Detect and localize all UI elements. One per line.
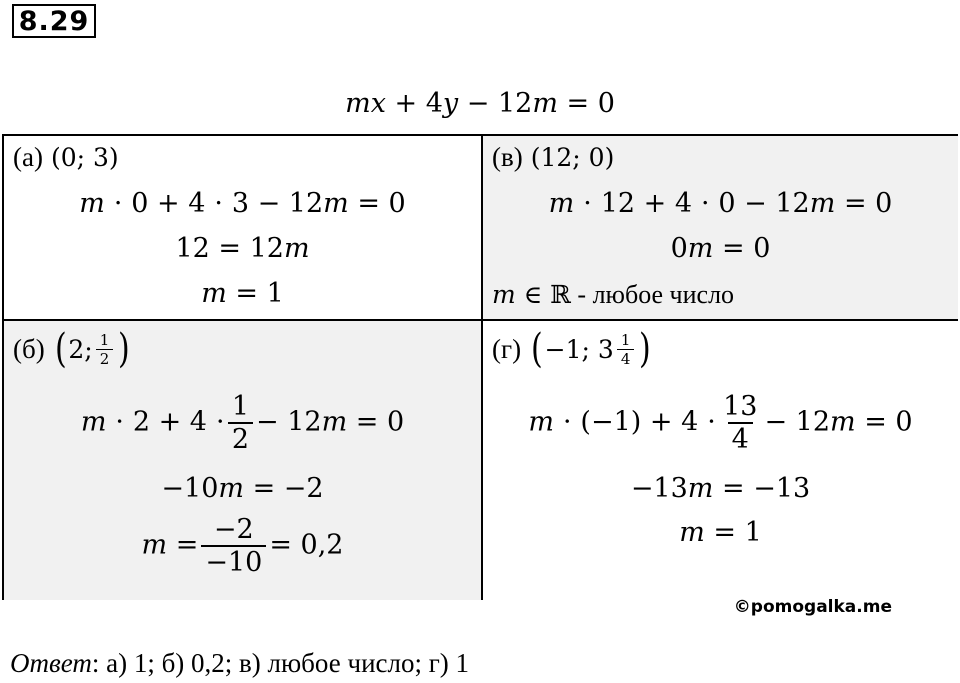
cell-b-fraction-2: $\frac{-2}{-10}$ bbox=[201, 514, 266, 578]
answer-line bbox=[10, 648, 469, 679]
problem-number: 8.29 bbox=[12, 4, 96, 38]
solution-grid bbox=[2, 134, 958, 600]
cell-a bbox=[4, 136, 481, 319]
cell-b-line-2: −10m = −2 bbox=[161, 473, 324, 504]
cell-v-line-2: 0m = 0 bbox=[670, 233, 771, 264]
cell-a-point: (0; 3) bbox=[50, 143, 119, 172]
cell-g-header: (г) ( −1; 3 $\frac{1}{4}$ ) bbox=[492, 326, 652, 372]
cell-g-fraction-1: $\frac{13}{4}$ bbox=[723, 391, 758, 455]
cell-g-label: (г) bbox=[492, 333, 522, 364]
cell-b-point-fraction: $\frac{1}{2}$ bbox=[96, 331, 114, 368]
cell-v-line-3: m ∈ ℝ - любое число bbox=[492, 280, 735, 309]
cell-g-point-fraction: $\frac{1}{4}$ bbox=[617, 331, 635, 368]
answer-label: Ответ bbox=[10, 648, 92, 678]
cell-a-line-1: m ⋅ 0 + 4 ⋅ 3 − 12m = 0 bbox=[79, 188, 406, 219]
cell-b-header: (б) ( 2; $\frac{1}{2}$ ) bbox=[13, 326, 130, 372]
cell-a-line-3: m = 1 bbox=[201, 278, 284, 309]
cell-a-header bbox=[13, 142, 119, 173]
cell-g bbox=[481, 319, 958, 600]
cell-b-fraction-1: $\frac{1}{2}$ bbox=[228, 391, 253, 455]
answer-text: : а) 1; б) 0,2; в) любое число; г) 1 bbox=[91, 648, 470, 678]
watermark: ©pomogalka.me bbox=[733, 597, 892, 617]
cell-v-line-1: m ⋅ 12 + 4 ⋅ 0 − 12m = 0 bbox=[548, 188, 893, 219]
cell-b-label: (б) bbox=[13, 333, 45, 364]
cell-a-line-2: 12 = 12m bbox=[175, 233, 310, 264]
cell-g-line-2: −13m = −13 bbox=[630, 473, 811, 504]
cell-a-label: (а) bbox=[13, 142, 43, 172]
main-equation: mx + 4y − 12m = 0 bbox=[345, 88, 615, 119]
cell-g-line-1: m ⋅ (−1) + 4 ⋅ $\frac{13}{4}$ − 12m = 0 bbox=[528, 391, 913, 455]
cell-v bbox=[481, 136, 958, 319]
cell-v-header bbox=[492, 142, 614, 173]
cell-v-label: (в) bbox=[492, 142, 523, 172]
cell-b bbox=[4, 319, 481, 600]
cell-b-line-3: m = $\frac{-2}{-10}$ = 0,2 bbox=[141, 514, 344, 578]
cell-b-line-1: m ⋅ 2 + 4 ⋅ $\frac{1}{2}$ − 12m = 0 bbox=[80, 391, 405, 455]
cell-v-point: (12; 0) bbox=[530, 143, 615, 172]
cell-g-line-3: m = 1 bbox=[679, 517, 762, 548]
